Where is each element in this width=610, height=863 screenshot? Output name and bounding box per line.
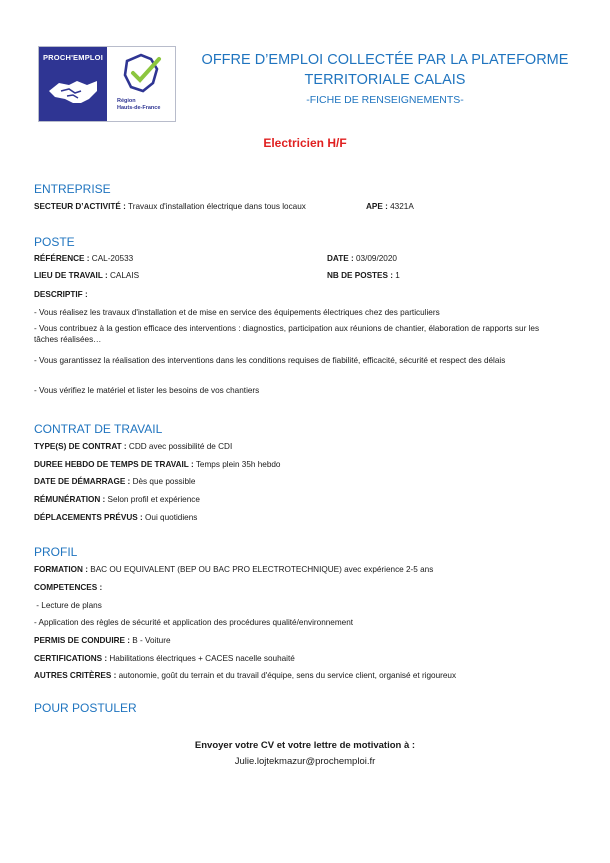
type-contrat-label: TYPE(S) DE CONTRAT : [34, 442, 127, 451]
date-value: 03/09/2020 [355, 254, 397, 263]
logo-brand-panel [39, 47, 107, 121]
ape-label: APE : [366, 202, 388, 211]
reference-value: CAL-20533 [91, 254, 134, 263]
nb-postes-row [327, 270, 400, 281]
duree-label: DUREE HEBDO DE TEMPS DE TRAVAIL : [34, 460, 194, 469]
permis-row [34, 635, 171, 646]
lieu-label: LIEU DE TRAVAIL : [34, 271, 108, 280]
autres-criteres-label: AUTRES CRITÈRES : [34, 671, 117, 680]
duree-value: Temps plein 35h hebdo [195, 460, 281, 469]
ape-value: 4321A [390, 202, 414, 211]
section-contrat-heading: CONTRAT DE TRAVAIL [34, 422, 163, 436]
formation-row [34, 564, 433, 575]
remuneration-row [34, 494, 200, 505]
certifications-row [34, 653, 295, 664]
section-profil-heading: PROFIL [34, 545, 78, 559]
descriptif-item: - Vous garantissez la réalisation des interventions dans les conditions requises de fiabilité, efficacité, sécurité et respect des délais [34, 356, 506, 365]
apply-instruction: Envoyer votre CV et votre lettre de motivation à : [194, 740, 416, 751]
permis-label: PERMIS DE CONDUIRE : [34, 636, 130, 645]
demarrage-label: DATE DE DÉMARRAGE : [34, 477, 131, 486]
nb-postes-value: 1 [395, 271, 400, 280]
type-contrat-row [34, 441, 232, 452]
remuneration-value: Selon profil et expérience [107, 495, 200, 504]
competence-item: - Application des règles de sécurité et application des procédures qualité/environnement [34, 618, 354, 627]
deplacements-value: Oui quotidiens [145, 513, 198, 522]
autres-criteres-row [34, 670, 456, 681]
duree-row [34, 459, 280, 470]
remuneration-label: RÉMUNÉRATION : [34, 495, 106, 504]
section-entreprise-heading: ENTREPRISE [34, 182, 111, 196]
region-map-icon [119, 51, 165, 97]
permis-value: B - Voiture [132, 636, 171, 645]
region-logo [109, 47, 175, 121]
descriptif-item: - Vous réalisez les travaux d'installation et de mise en service des équipements électriques chez des particuliers [34, 308, 440, 317]
type-contrat-value: CDD avec possibilité de CDI [128, 442, 233, 451]
descriptif-item: - Vous contribuez à la gestion efficace des interventions : diagnostics, participation aux réunions de chantier, élaboration de rapports sur les tâches réalisées… [34, 324, 540, 344]
demarrage-row [34, 476, 195, 487]
nb-postes-label: NB DE POSTES : [327, 271, 393, 280]
certifications-value: Habilitations électriques + CACES nacelle souhaité [109, 654, 295, 663]
lieu-value: CALAIS [109, 271, 140, 280]
deplacements-label: DÉPLACEMENTS PRÉVUS : [34, 513, 143, 522]
competence-item: - Lecture de plans [34, 601, 102, 610]
deplacements-row [34, 512, 197, 523]
date-label: DATE : [327, 254, 354, 263]
date-row [327, 253, 397, 264]
reference-row [34, 253, 133, 264]
descriptif-label: DESCRIPTIF : [34, 290, 88, 299]
certifications-label: CERTIFICATIONS : [34, 654, 108, 663]
job-title: Electricien H/F [263, 136, 347, 150]
secteur-value: Travaux d'installation électrique dans tous locaux [128, 202, 306, 211]
secteur-label: SECTEUR D’ACTIVITÉ : [34, 202, 126, 211]
competences-label: COMPETENCES : [34, 583, 103, 592]
lieu-row [34, 270, 139, 281]
section-postuler-heading: POUR POSTULER [34, 701, 137, 715]
header-subtitle: -FICHE DE RENSEIGNEMENTS- [306, 94, 464, 106]
ape-row [366, 201, 414, 212]
secteur-row [34, 201, 306, 212]
prochemploi-logo [38, 46, 176, 122]
logo-brand-text: PROCH'EMPLOI [42, 53, 104, 62]
apply-email-link[interactable]: Julie.lojtekmazur@prochemploi.fr [234, 756, 376, 767]
formation-value: BAC OU EQUIVALENT (BEP OU BAC PRO ELECTROTECHNIQUE) avec expérience 2-5 ans [90, 565, 434, 574]
header-title: OFFRE D’EMPLOI COLLECTÉE PAR LA PLATEFORME TERRITORIALE CALAIS [201, 52, 569, 88]
descriptif-item: - Vous vérifiez le matériel et lister les besoins de vos chantiers [34, 386, 260, 395]
autres-criteres-value: autonomie, goût du terrain et du travail d'équipe, sens du service client, organisé et rigoureux [118, 671, 457, 680]
section-poste-heading: POSTE [34, 235, 75, 249]
formation-label: FORMATION : [34, 565, 88, 574]
reference-label: RÉFÉRENCE : [34, 254, 90, 263]
handshake-icon [47, 69, 99, 109]
region-label: Région Hauts-de-France [117, 98, 161, 111]
demarrage-value: Dès que possible [132, 477, 196, 486]
